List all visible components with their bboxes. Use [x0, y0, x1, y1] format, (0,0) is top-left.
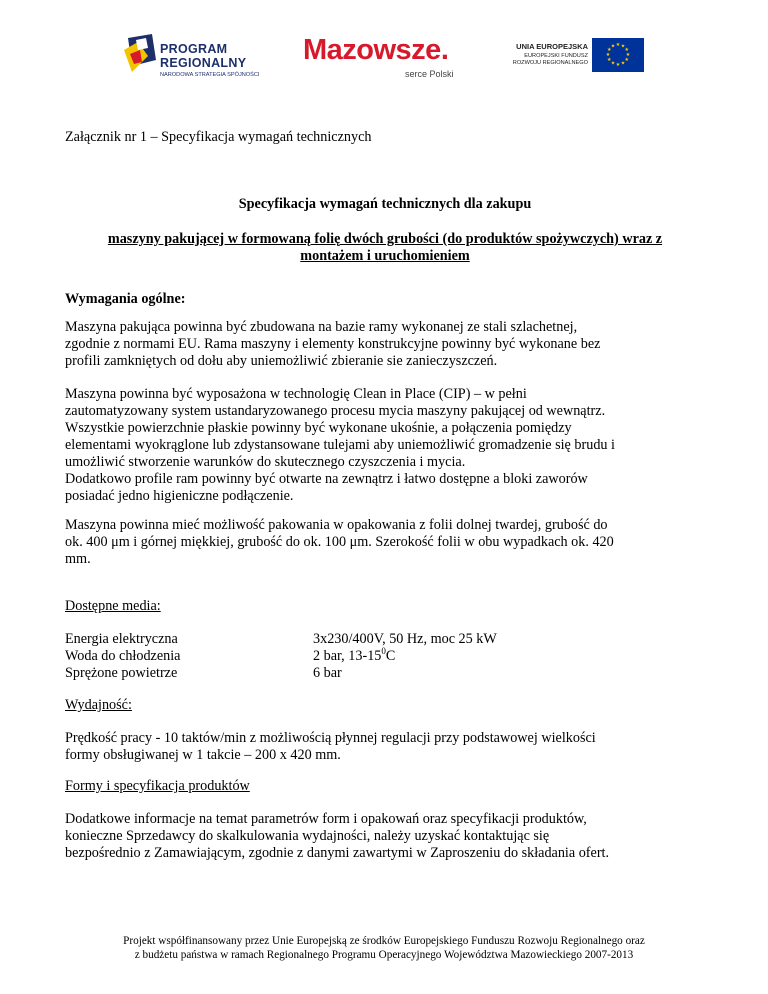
- svg-text:★: ★: [610, 60, 616, 67]
- media-name: Sprężone powietrze: [65, 665, 178, 681]
- program-regionalny-logo: [122, 32, 282, 82]
- svg-text:★: ★: [624, 57, 629, 63]
- media-row: [65, 648, 705, 665]
- svg-text:★: ★: [607, 57, 612, 63]
- forms-line: konieczne Sprzedawcy do skalkulowania wydajności, należy uzyskać kontaktując się: [65, 828, 550, 844]
- subtitle-line2: montażem i uruchomieniem: [300, 248, 470, 264]
- forms-heading: Formy i specyfikacja produktów: [65, 778, 250, 794]
- para3-line: Maszyna powinna mieć możliwość pakowania w opakowania z folii dolnej twardej, grubość do: [65, 517, 608, 533]
- svg-text:★: ★: [625, 52, 631, 58]
- header-logos: [0, 26, 768, 88]
- attachment-line: Załącznik nr 1 – Specyfikacja wymagań technicznych: [65, 129, 372, 145]
- program-regionalny-star-icon: [122, 32, 158, 74]
- media-heading: Dostępne media:: [65, 598, 161, 614]
- footer-line1: Projekt współfinansowany przez Unie Europejską ze środków Europejskiego Funduszu Rozwoju Regionalnego oraz: [123, 935, 645, 947]
- eu-line3: ROZWOJU REGIONALNEGO: [512, 60, 588, 66]
- media-value: 6 bar: [313, 665, 342, 681]
- media-value-suffix: C: [385, 648, 396, 664]
- mazowsze-tagline: serce Polski: [405, 69, 454, 79]
- media-value: 2 bar, 13-15: [313, 648, 382, 664]
- performance-line: Prędkość pracy - 10 taktów/min z możliwością płynnej regulacji przy podstawowej wielkości: [65, 730, 596, 746]
- para2-line: Maszyna powinna być wyposażona w technologię Clean in Place (CIP) – w pełni: [65, 386, 527, 402]
- para2-line: zautomatyzowany system ustandaryzowanego procesu mycia maszyny pakującej od wewnątrz.: [65, 403, 606, 419]
- para2-line: umożliwić stworzenie warunków do skutecznego czyszczenia i mycia.: [65, 454, 466, 470]
- media-value: 3x230/400V, 50 Hz, moc 25 kW: [313, 631, 497, 647]
- forms-line: bezpośrednio z Zamawiającym, zgodnie z danymi zawartymi w Zaproszeniu do składania ofert.: [65, 845, 610, 861]
- svg-text:★: ★: [620, 60, 626, 67]
- para2-line: elementami wyokrąglone lub zdystansowane tulejami aby uniemożliwić gromadzenie się brudu i: [65, 437, 615, 453]
- svg-text:★: ★: [620, 43, 626, 50]
- media-name: Energia elektryczna: [65, 631, 178, 647]
- media-name: Woda do chłodzenia: [65, 648, 181, 664]
- program-line1: PROGRAM: [160, 42, 228, 56]
- performance-line: formy obsługiwanej w 1 takcie – 200 x 420 mm.: [65, 747, 341, 763]
- para2-line: Dodatkowo profile ram powinny być otwarte na zewnątrz i łatwo dostępne a bloki zaworów: [65, 471, 588, 487]
- svg-text:★: ★: [615, 42, 621, 48]
- forms-line: Dodatkowe informacje na temat parametrów form i opakowań oraz specyfikacji produktów,: [65, 811, 587, 827]
- svg-text:★: ★: [610, 43, 616, 50]
- media-value-group: [313, 648, 395, 665]
- para1-line: Maszyna pakująca powinna być zbudowana na bazie ramy wykonanej ze stali szlachetnej,: [65, 319, 578, 335]
- eu-line2: EUROPEJSKI FUNDUSZ: [524, 53, 588, 59]
- para1-line: zgodnie z normami EU. Rama maszyny i elementy konstrukcyjne powinny być wykonane bez: [65, 336, 601, 352]
- media-row: [65, 665, 705, 682]
- svg-text:★: ★: [624, 47, 629, 53]
- subtitle-line1: maszyny pakującej w formowaną folię dwóch grubości (do produktów spożywczych) wraz z: [107, 231, 663, 247]
- media-value-superscript: 0: [381, 646, 386, 656]
- svg-text:★: ★: [615, 62, 621, 68]
- eu-logo: [498, 38, 644, 78]
- mazowsze-wordmark: Mazowsze.: [303, 34, 449, 66]
- svg-text:★: ★: [605, 52, 611, 58]
- eu-flag-icon: [592, 38, 644, 72]
- svg-text:★: ★: [607, 47, 612, 53]
- mazowsze-logo: [303, 34, 471, 80]
- para3-line: mm.: [65, 551, 91, 567]
- program-line2: REGIONALNY: [160, 56, 247, 70]
- para3-line: ok. 400 μm i górnej miękkiej, grubość do ok. 100 μm. Szerokość folii w obu wypadkach ok. 420: [65, 534, 614, 550]
- eu-line1: UNIA EUROPEJSKA: [516, 42, 588, 51]
- para2-line: Wszystkie powierzchnie płaskie powinny być wykonane ukośnie, a połączenia pomiędzy: [65, 420, 572, 436]
- document-title: Specyfikacja wymagań technicznych dla zakupu: [238, 196, 532, 212]
- footer: [40, 934, 728, 962]
- program-line3: NARODOWA STRATEGIA SPÓJNOŚCI: [160, 72, 260, 78]
- general-requirements-heading: Wymagania ogólne:: [65, 291, 186, 307]
- para1-line: profili zamkniętych od dołu aby uniemożliwić zbieranie sie zanieczyszczeń.: [65, 353, 498, 369]
- performance-heading: Wydajność:: [65, 697, 132, 713]
- para2-line: posiadać jedno higieniczne podłączenie.: [65, 488, 294, 504]
- footer-line2: z budżetu państwa w ramach Regionalnego Programu Operacyjnego Województwa Mazowieckiego 2007-2013: [134, 949, 634, 961]
